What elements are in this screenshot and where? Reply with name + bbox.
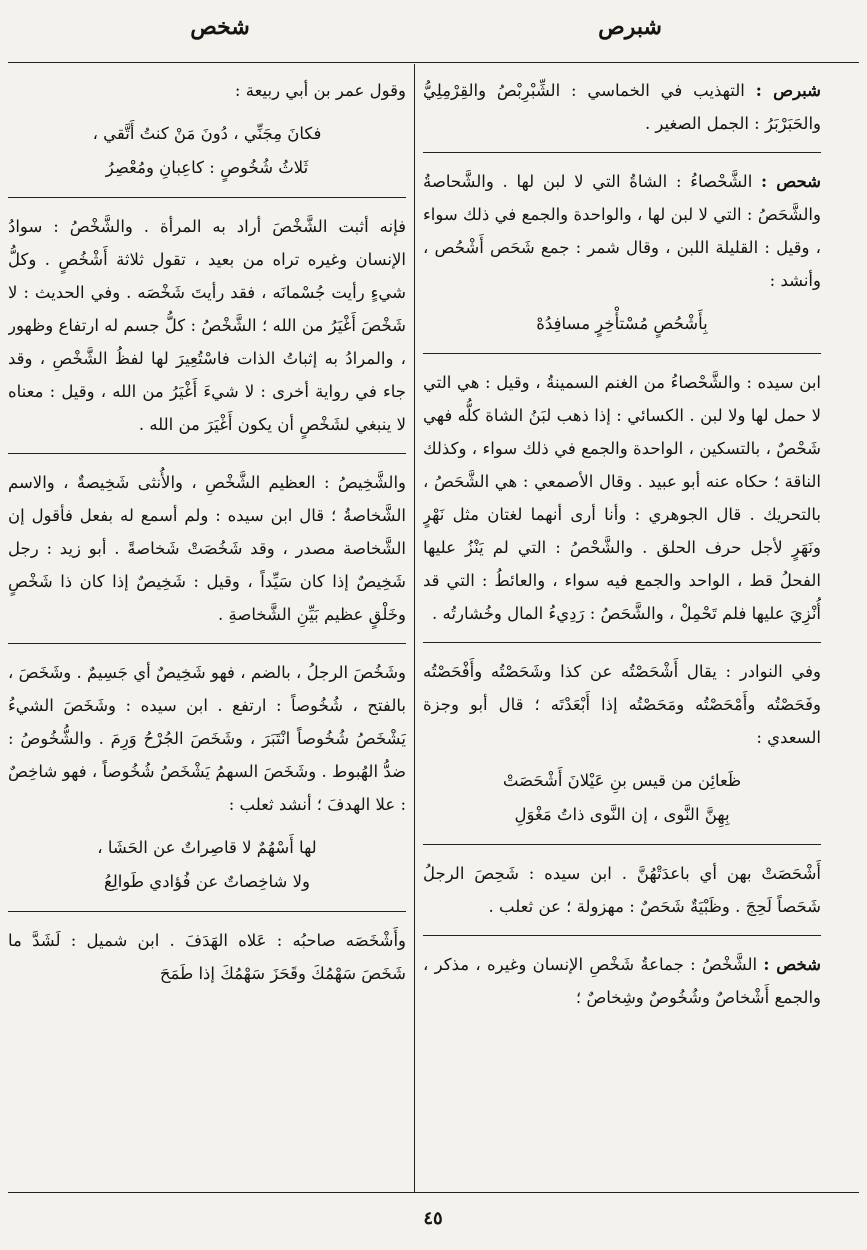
entry-text: الشَّخْصُ : جماعةُ شَخْصِ الإنسان وغيره ، مذكر ، والجمع أَشْخاصٌ وشُخُوصٌ وشِخاصٌ ؛	[423, 955, 821, 1007]
entry-separator	[8, 643, 406, 644]
verse-line: لها أَسْهُمٌ لا قاصِراتٌ عن الحَشَا ،	[97, 838, 317, 857]
paragraph: أَشْحَصَتْ بهن أي باعدَتْهُنَّ . ابن سيده : شَحِصَ الرجلُ شَحَصاً لَحِجَ . وظَبْيَةٌ شَحَصٌ : مهزولة ؛ عن ثعلب .	[423, 864, 821, 916]
verse-line: بِأَشْحُصٍ مُسْتأْخِرٍ مسافِدُهْ	[536, 314, 708, 333]
bottom-rule	[8, 1192, 859, 1193]
entry-shibris	[423, 74, 821, 140]
verse-block	[8, 117, 406, 185]
verse-line: ولا شاخِصاتٌ عن فُؤادي طَوالِعُ	[104, 872, 310, 891]
verse-line: فكانَ مِجَنِّي ، دُونَ مَنْ كنتُ أَتَّقي ،	[92, 124, 322, 143]
entry-text: الشَّحْصاءُ : الشاةُ التي لا لبن لها . والشَّحاصةُ والشَّحَصُ : التي لا لبن لها ، والواحدة والجمع في ذلك سواء ، وقيل : القليلة اللبن ، وقال شمر : جمع شَحَص أَشْحُص ، وأنشد :	[423, 172, 821, 290]
paragraph: وفي النوادر : يقال أَشْحَصْتُه عن كذا وشَحَصْتُه وأَفْحَصْتُه وفَحَصْتُه وأَمْحَصْتُه ومَحَصْتُه إذا أَبْعَدْتَه ؛ قال أبو وجزة السعدي :	[423, 662, 821, 747]
entry-separator	[423, 844, 821, 845]
entry-separator	[423, 152, 821, 153]
paragraph: والشَّخِيصُ : العظيم الشَّخْصِ ، والأُنثى شَخِيصةٌ ، والاسم الشَّخاصةُ ؛ قال ابن سيده : ولم أسمع له بفعل فأقول إن الشَّخاصة مصدر ، وقد شَخُصَتْ شَخاصةً . أبو زيد : رجل شَخِيصٌ إذا كان سَيِّداً ، وقيل : شَخِيصٌ إذا كان ذا شَخْصٍ وخَلْقٍ عظيم بَيِّنِ الشَّخاصةِ .	[8, 473, 406, 624]
paragraph: فإنه أثبت الشَّخْصَ أراد به المرأة . والشَّخْصُ : سوادُ الإنسان وغيره تراه من بعيد ، تقول ثلاثة أَشْخُصٍ . وكلُّ شيءٍ رأيت جُسْمانَه ، فقد رأيتَ شَخْصَه . وفي الحديث : لا شَخْصَ أَغْيَرُ من الله ؛ الشَّخْصُ : كلُّ جسم له ارتفاع وظهور ، والمرادُ به إثباتُ الذات فاسْتُعِيرَ لها لفظُ الشَّخْصِ ، وقد جاء في رواية أخرى : لا شيءَ أَغْيَرُ من الله ، وقيل : معناه لا ينبغي لشَخْصٍ أن يكون أَغْيَرَ من الله .	[8, 217, 406, 434]
running-head-right: شبرص	[598, 14, 662, 40]
entry-shahis	[423, 165, 821, 297]
left-column	[8, 74, 406, 1188]
entry-separator	[423, 642, 821, 643]
entry-separator	[8, 197, 406, 198]
page-number: ٤٥	[423, 1208, 443, 1229]
top-rule	[8, 62, 859, 63]
paragraph: وأَشْخَصَه صاحبُه : عَلاه الهَدَفَ . ابن شميل : لَشَدَّ ما شَخَصَ سَهْمُكَ وقَحَزَ سَهْمُكَ إذا طَمَحَ	[8, 931, 406, 983]
verse-line: ثَلاثُ شُخُوصٍ : كاعِبانِ ومُعْصِرُ	[105, 158, 309, 177]
entry-separator	[8, 453, 406, 454]
verse-block	[423, 307, 821, 341]
entry-text: التهذيب في الخماسي : الشِّبْرِبْصُ والقِرْمِلِيُّ والحَبَرْبَرُ : الجمل الصغير .	[423, 81, 821, 133]
entry-separator	[423, 353, 821, 354]
right-column	[423, 74, 821, 1188]
headword-shahis: شحص :	[761, 172, 821, 191]
entry-separator	[423, 935, 821, 936]
paragraph: ابن سيده : والشَّحْصاءُ من الغنم السمينةُ ، وقيل : هي التي لا حمل لها ولا لبن . الكسائي : إذا ذهب لبَنُ الشاة كلُّه فهي شَحْصٌ ، بالتسكين ، الواحدة والجمع في ذلك سواء ، وكذلك الناقة ؛ حكاه عنه أبو عبيد . وقال الأصمعي : هي الشَّحَصُ ، بالتحريك . قال الجوهري : وأنا أرى أنهما لغتان مثل نَهْرٍ ونَهَرٍ لأجل حرف الحلق . والشَّحْصُ : التي لم يَنْزُ عليها الفحلُ قط ، الواحد والجمع فيه سواء ، والعائطُ : التي قد أُنْزِيَ عليها فلم تَحْمِلْ ، والشَّحَصُ : رَدِيءُ المال وخُشارتُه .	[423, 373, 821, 623]
headword-shibris: شبرص :	[755, 81, 821, 100]
entry-separator	[8, 911, 406, 912]
verse-block	[423, 764, 821, 832]
entry-shakhs	[423, 948, 821, 1014]
verse-line: بِهِنَّ النَّوى ، إن النَّوى ذاتُ مَغْوَلِ	[514, 805, 730, 824]
running-head-left: شخص	[190, 14, 250, 40]
verse-block	[8, 831, 406, 899]
column-divider	[414, 64, 415, 1192]
headword-shakhs: شخص :	[763, 955, 821, 974]
paragraph: وقول عمر بن أبي ربيعة :	[234, 81, 406, 100]
paragraph: وشَخُصَ الرجلُ ، بالضم ، فهو شَخِيصٌ أي جَسِيمٌ . وشَخَصَ ، بالفتح ، شُخُوصاً : ارتفع . ابن سيده : وشَخَصَ الشيءُ يَشْخَصُ شُخُوصاً انْتَبَرَ ، وشَخَصَ الجُرْحُ وَرِمَ . والشُّخُوصُ : ضدُّ الهُبوط . وشَخَصَ السهمُ يَشْخَصُ شُخُوصاً ، فهو شاخِصٌ : علا الهدفَ ؛ أنشد ثعلب :	[8, 663, 406, 814]
verse-line: ظَعائِن من قيس بنِ عَيْلانَ أَشْحَصَتْ	[502, 771, 742, 790]
